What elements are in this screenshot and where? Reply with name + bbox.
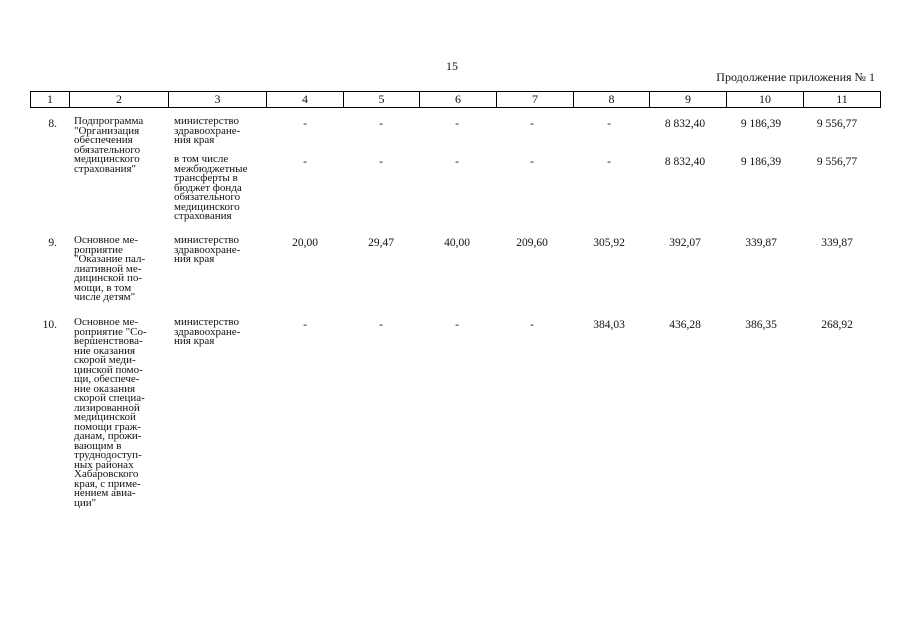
column-header: 4	[267, 92, 344, 108]
row-value: -	[530, 156, 534, 168]
row-name: Подпрограмма "Организация обеспечения обязательного медицинского страхования"	[74, 115, 144, 175]
row-value: 29,47	[368, 237, 394, 249]
row-value: 386,35	[745, 319, 777, 331]
row-value: 20,00	[292, 237, 318, 249]
column-header-row	[31, 92, 881, 108]
row-name: Основное ме- роприятие "Со- вершенствова- ние оказания скорой меди- цинской помо- щи, обеспече- ние оказания скорой специа- лизированной медицинской помощи граж- данам, прожи- вающим в труднодоступ- ных районах Хабаровского края, с приме- нением авиа- ции"	[74, 316, 147, 509]
row-value: 209,60	[516, 237, 548, 249]
row-number: 8.	[48, 118, 57, 130]
row-value: -	[379, 156, 383, 168]
row-value: 9 556,77	[816, 118, 858, 130]
row-executor: министерство здравоохране- ния края	[174, 115, 241, 146]
page-number: 15	[446, 59, 458, 73]
row-value: -	[303, 319, 307, 331]
row-name: Основное ме- роприятие "Оказание пал- лиативной ме- дицинской по- мощи, в том числе детям"	[74, 234, 146, 303]
row-value: -	[530, 118, 534, 130]
column-header: 5	[344, 92, 420, 108]
row-executor: министерство здравоохране- ния края	[174, 234, 241, 265]
continuation-caption: Продолжение приложения № 1	[716, 70, 875, 84]
row-executor: министерство здравоохране- ния края	[174, 316, 241, 347]
column-header: 3	[169, 92, 267, 108]
row-value: 384,03	[593, 319, 625, 331]
row-value: -	[303, 156, 307, 168]
row-value: 9 186,39	[740, 118, 782, 130]
row-value: 339,87	[821, 237, 853, 249]
column-header: 8	[574, 92, 650, 108]
column-header: 10	[727, 92, 804, 108]
row-value: -	[455, 118, 459, 130]
row-number: 9.	[48, 237, 57, 249]
column-header: 6	[420, 92, 497, 108]
row-number: 10.	[42, 319, 57, 331]
row-value: 9 186,39	[740, 156, 782, 168]
row-value: 8 832,40	[664, 118, 706, 130]
row-value: 268,92	[821, 319, 853, 331]
column-header: 7	[497, 92, 574, 108]
row-value: -	[455, 156, 459, 168]
row-value: -	[455, 319, 459, 331]
row-value: 339,87	[745, 237, 777, 249]
column-header-table	[30, 91, 881, 108]
row-value: -	[607, 118, 611, 130]
row-value: 305,92	[593, 237, 625, 249]
column-header: 11	[804, 92, 881, 108]
row-value: 9 556,77	[816, 156, 858, 168]
row-value: -	[379, 118, 383, 130]
row-executor: в том числе межбюджетные трансферты в бюджет фонда обязательного медицинского страхования	[174, 153, 248, 222]
row-value: -	[303, 118, 307, 130]
row-value: 436,28	[669, 319, 701, 331]
row-value: 392,07	[669, 237, 701, 249]
row-value: 40,00	[444, 237, 470, 249]
row-value: -	[379, 319, 383, 331]
row-value: -	[530, 319, 534, 331]
row-value: 8 832,40	[664, 156, 706, 168]
column-header: 1	[31, 92, 70, 108]
column-header: 9	[650, 92, 727, 108]
row-value: -	[607, 156, 611, 168]
column-header: 2	[70, 92, 169, 108]
